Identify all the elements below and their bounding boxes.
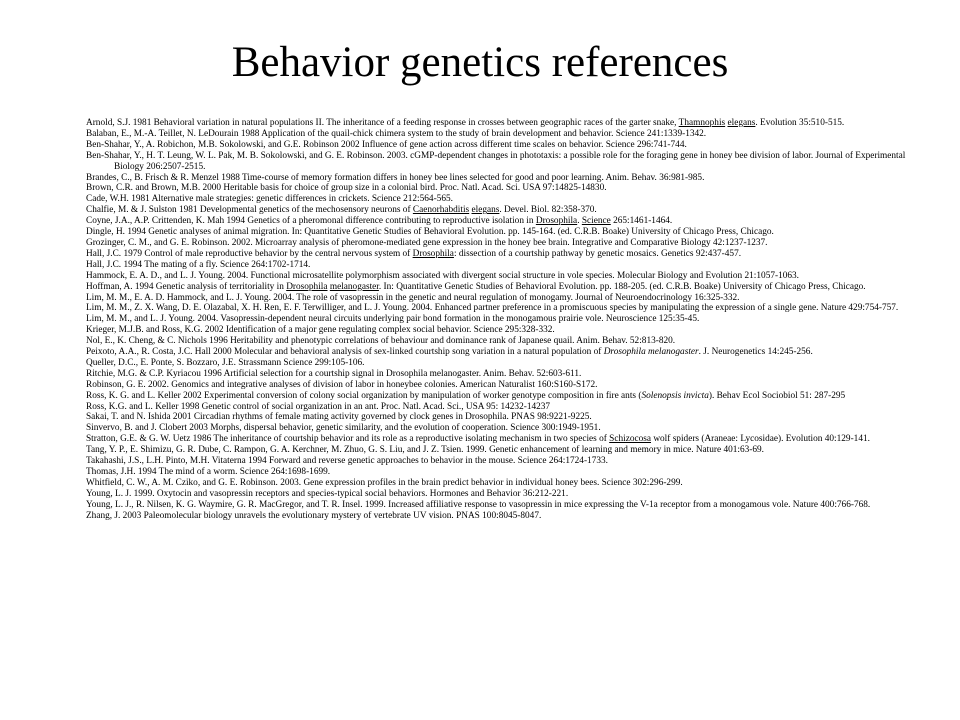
reference-entry xyxy=(86,205,926,216)
species-name: Science xyxy=(581,216,611,227)
reference-entry xyxy=(86,380,926,391)
reference-text: Sakai, T. and N. Ishida 2001 Circadian rhythms of female mating activity governed by clock genes in Drosophila. PNAS 98:9221-9225. xyxy=(86,412,592,423)
reference-entry xyxy=(86,118,926,129)
reference-entry xyxy=(86,140,926,151)
reference-text: . xyxy=(577,216,582,227)
species-name: Drosophila xyxy=(286,281,328,292)
reference-text: Sinvervo, B. and J. Clobert 2003 Morphs, dispersal behavior, genetic similarity, and the evolution of cooperation. Science 300:1949-1951. xyxy=(86,423,601,434)
reference-text: . J. Neurogenetics 14:245-256. xyxy=(698,347,813,358)
reference-text: Stratton, G.E. & G. W. Uetz 1986 The inheritance of courtship behavior and its role as a reproductive isolating mechanism in two species of xyxy=(86,434,610,445)
reference-text: : dissection of a courtship pathway by genetic mosaics. Genetics 92:437-457. xyxy=(453,248,742,259)
reference-text: Brandes, C., B. Frisch & R. Menzel 1988 Time-course of memory formation differs in honey bee lines selected for good and poor learning. Anim. Behav. 36:981-985. xyxy=(86,172,705,183)
reference-text: Krieger, M.J.B. and Ross, K.G. 2002 Identification of a major gene regulating complex social behavior. Science 295:328-332. xyxy=(86,325,555,336)
reference-text: . Evolution 35:510-515. xyxy=(755,118,845,128)
reference-entry xyxy=(86,260,926,271)
reference-entry xyxy=(86,467,926,478)
reference-text: Nol, E., K. Cheng, & C. Nichols 1996 Heritability and phenotypic correlations of behaviour and dominance rank of Japanese quail. Anim. Behav. 52:813-820. xyxy=(86,336,676,347)
reference-entry xyxy=(86,194,926,205)
reference-entry xyxy=(86,173,926,184)
reference-text: Ritchie, M.G. & C.P. Kyriacou 1996 Artificial selection for a courtship signal in Drosophila melanogaster. Anim. Behav. 52:603-611. xyxy=(86,368,582,379)
reference-text: 265:1461-1464. xyxy=(610,216,673,227)
reference-text: Whitfield, C. W., A. M. Cziko, and G. E. Robinson. 2003. Gene expression profiles in the brain predict behavior in individual honey bees. Science 302:296-299. xyxy=(86,477,683,488)
slide-title: Behavior genetics references xyxy=(231,39,729,86)
reference-entry xyxy=(86,336,926,347)
reference-entry xyxy=(86,227,926,238)
reference-entry xyxy=(86,183,926,194)
reference-list xyxy=(86,118,926,522)
species-name: Schizocosa xyxy=(609,434,651,445)
reference-text: Thomas, J.H. 1994 The mind of a worm. Science 264:1698-1699. xyxy=(86,467,331,477)
reference-text: . Devel. Biol. 82:358-370. xyxy=(499,205,597,216)
reference-text: Zhang, J. 2003 Paleomolecular biology unravels the evolutionary mystery of vertebrate UV vision. PNAS 100:8045-8047. xyxy=(86,510,542,521)
reference-text: Arnold, S.J. 1981 Behavioral variation in natural populations II. The inheritance of a feeding response in crosses between geographic races of the garter snake, xyxy=(86,118,679,128)
reference-text: Hammock, E. A. D., and L. J. Young. 2004. Functional microsatellite polymorphism associated with divergent social structure in vole species. Molecular Biology and Evolution 21:1057-1063. xyxy=(86,270,799,281)
species-name: melanogaster xyxy=(329,281,379,292)
reference-text: Takahashi, J.S., L.H. Pinto, M.H. Vitaterna 1994 Forward and reverse genetic approaches to behavior in the mouse. Science 264:1724-1733. xyxy=(86,456,608,467)
reference-entry xyxy=(86,369,926,380)
reference-text: Lim, M. M., and L. J. Young. 2004. Vasopressin-dependent neural circuits underlying pair bond formation in the monogamous prairie vole. Neuroscience 125:35-45. xyxy=(86,314,700,325)
reference-entry xyxy=(86,293,926,304)
reference-text: Young, L. J., R. Nilsen, K. G. Waymire, G. R. MacGregor, and T. R. Insel. 1999. Increased affiliative response to vasopressin in mice expressing the V-1a receptor from a monogamous vole. Nature 400:766-768. xyxy=(86,499,871,510)
species-name: Caenorhabditis xyxy=(412,205,470,216)
reference-text: wolf spiders (Araneae: Lycosidae). Evolution 40:129-141. xyxy=(651,434,870,445)
reference-text: Brown, C.R. and Brown, M.B. 2000 Heritable basis for choice of group size in a colonial bird. Proc. Natl. Acad. Sci. USA 97:14825-14830. xyxy=(86,183,607,194)
species-name: Drosophila xyxy=(535,216,578,227)
reference-text: Ross, K.G. and L. Keller 1998 Genetic control of social organization in an ant. Proc. Natl. Acad. Sci., USA 95: 14232-14237 xyxy=(86,401,551,412)
reference-text: Tang, Y. P., E. Shimizu, G. R. Dube, C. Rampon, G. A. Kerchner, M. Zhuo, G. S. Liu, and J. Z. Tsien. 1999. Genetic enhancement of learning and memory in mice. Nature 401:63-69. xyxy=(86,445,764,456)
reference-text: Robinson, G. E. 2002. Genomics and integrative analyses of division of labor in honeybee colonies. American Naturalist 160:S160-S172. xyxy=(86,379,598,390)
species-name: Drosophila xyxy=(412,248,454,259)
reference-text: Ben-Shahar, Y., H. T. Leung, W. L. Pak, M. B. Sokolowski, and G. E. Robinson. 2003. cGMP-dependent changes in phototaxis: a possible role for the foraging gene in honey bee division of labor. Journal of Experimental Biology 206:2507-2515. xyxy=(86,150,906,172)
reference-entry xyxy=(86,500,926,511)
reference-entry xyxy=(86,151,926,173)
reference-text: Ben-Shahar, Y., A. Robichon, M.B. Sokolowski, and G.E. Robinson 2002 Influence of gene action across different time scales on behavior. Science 296:741-744. xyxy=(86,139,687,150)
reference-text: Hall, J.C. 1994 The mating of a fly. Science 264:1702-1714. xyxy=(86,259,311,270)
reference-entry xyxy=(86,271,926,282)
species-name: elegans xyxy=(471,205,500,216)
reference-entry xyxy=(86,489,926,500)
reference-entry xyxy=(86,358,926,369)
species-name: Solenopsis invicta xyxy=(641,390,709,401)
reference-entry xyxy=(86,423,926,434)
reference-entry xyxy=(86,511,926,522)
reference-text: Hoffman, A. 1994 Genetic analysis of territoriality in xyxy=(86,281,287,292)
reference-text: Cade, W.H. 1981 Alternative male strategies: genetic differences in crickets. Science 212:564-565. xyxy=(86,194,453,205)
reference-entry xyxy=(86,402,926,413)
reference-text: Ross, K. G. and L. Keller 2002 Experimental conversion of colony social organization by manipulation of worker genotype composition in fire ants ( xyxy=(86,390,642,401)
reference-entry xyxy=(86,216,926,227)
reference-entry xyxy=(86,238,926,249)
reference-text: Dingle, H. 1994 Genetic analyses of animal migration. In: Quantitative Genetic Studies of Behavioral Evolution. pp. 145-164. (ed. C.R.B. Boake) University of Chicago Press, Chicago. xyxy=(86,227,774,238)
reference-entry xyxy=(86,347,926,358)
reference-text: Peixoto, A.A., R. Costa, J.C. Hall 2000 Molecular and behavioral analysis of sex-linked courtship song variation in a natural population of xyxy=(86,347,604,358)
reference-text: Coyne, J.A., A.P. Crittenden, K. Mah 1994 Genetics of a pheromonal difference contributing to reproductive isolation in xyxy=(86,216,536,227)
reference-entry xyxy=(86,314,926,325)
reference-text: Grozinger, C. M., and G. E. Robinson. 2002. Microarray analysis of pheromone-mediated gene expression in the honey bee brain. Integrative and Comparative Biology 42:1237-1237. xyxy=(86,237,768,248)
reference-text: Lim, M. M., E. A. D. Hammock, and L. J. Young. 2004. The role of vasopressin in the genetic and neural regulation of monogamy. Journal of Neuroendocrinology 16:325-332. xyxy=(86,292,740,303)
reference-entry xyxy=(86,325,926,336)
reference-text: Lim, M. M., Z. X. Wang, D. E. Olazabal, X. H. Ren, E. F. Terwilliger, and L. J. Young. 2004. Enhanced partner preference in a promiscuous species by manipulating the expression of a single gene. Nature 429:754-757. xyxy=(86,303,899,314)
reference-entry xyxy=(86,249,926,260)
reference-entry xyxy=(86,445,926,456)
reference-text: Balaban, E., M.-A. Teillet, N. LeDourain 1988 Application of the quail-chick chimera system to the study of brain development and behavior. Science 241:1339-1342. xyxy=(86,128,707,139)
reference-entry xyxy=(86,412,926,423)
reference-text: . In: Quantitative Genetic Studies of Behavioral Evolution. pp. 188-205. (ed. C.R.B. Boake) University of Chicago Press, Chicago. xyxy=(378,281,866,292)
reference-entry xyxy=(86,303,926,314)
reference-text: Hall, J.C. 1979 Control of male reproductive behavior by the central nervous system of xyxy=(86,248,413,259)
species-name: Drosophila melanogaster xyxy=(603,347,699,358)
reference-entry xyxy=(86,282,926,293)
species-name: Thamnophis xyxy=(678,118,726,128)
reference-text: ). Behav Ecol Sociobiol 51: 287-295 xyxy=(708,390,846,401)
reference-entry xyxy=(86,129,926,140)
reference-entry xyxy=(86,434,926,445)
species-name: elegans xyxy=(727,118,756,128)
reference-text: Chalfie, M. & J. Sulston 1981 Developmental genetics of the mechosensory neurons of xyxy=(86,205,413,216)
reference-text: Queller, D.C., E. Ponte, S. Bozzaro, J.E. Strassmann Science 299:105-106. xyxy=(86,357,365,368)
reference-entry xyxy=(86,456,926,467)
reference-entry xyxy=(86,478,926,489)
reference-text: Young, L. J. 1999. Oxytocin and vasopressin receptors and species-typical social behaviors. Hormones and Behavior 36:212-221. xyxy=(86,488,569,499)
reference-entry xyxy=(86,391,926,402)
